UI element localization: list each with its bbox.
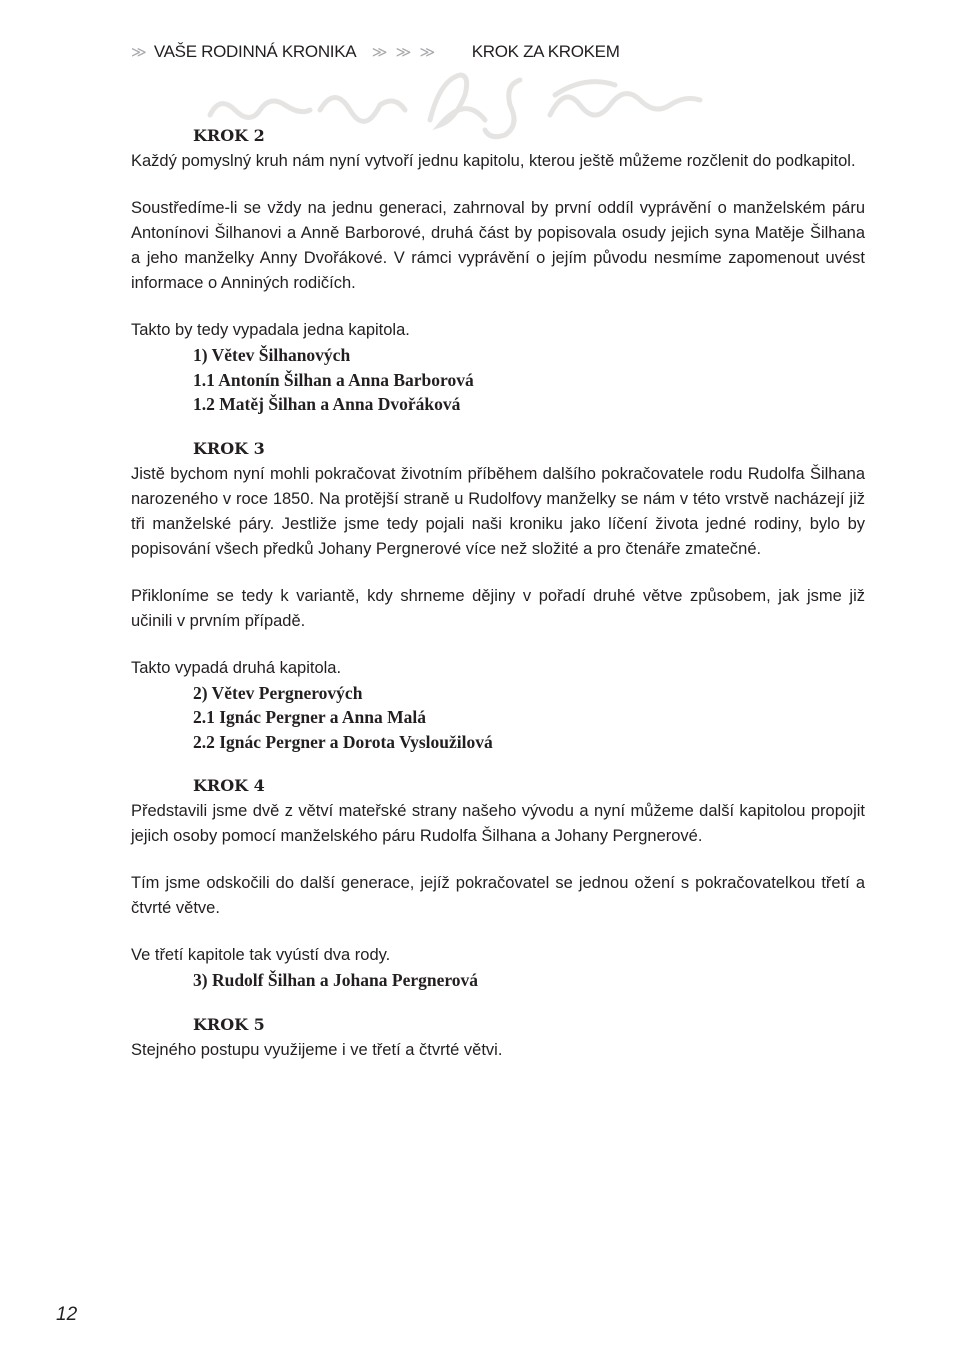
chapter-heading: 1.1 Antonín Šilhan a Anna Barborová xyxy=(193,369,474,390)
step-3-section xyxy=(131,439,865,755)
chapter-heading: 2.2 Ignác Pergner a Dorota Vysloužilová xyxy=(193,731,493,752)
chapter-heading: 2) Větev Pergnerových xyxy=(193,682,363,703)
step-4-paragraph-2: Tím jsme odskočili do další generace, jejíž pokračovatel se jednou ožení s pokračovatelkou třetí a čtvrté větve. xyxy=(131,874,865,917)
step-2-section xyxy=(131,126,865,417)
step-4-paragraph-1: Představili jsme dvě z větví mateřské strany našeho vývodu a nyní můžeme další kapitolou propojit jejich osoby pomocí manželského páru Rudolfa Šilhana a Johany Pergnerové. xyxy=(131,802,865,845)
step-5-paragraph-1: Stejného postupu využijeme i ve třetí a čtvrté větvi. xyxy=(131,1040,503,1059)
step-3-paragraph-2: Přikloníme se tedy k variantě, kdy shrneme dějiny v pořadí druhé větve způsobem, jak jsme již učinili v prvním případě. xyxy=(131,586,865,630)
step-3-heading: KROK 3 xyxy=(193,438,265,458)
step-5-section xyxy=(131,1015,865,1063)
chapter-heading: 2.1 Ignác Pergner a Anna Malá xyxy=(193,707,427,727)
step-4-section xyxy=(131,776,865,993)
chapter-heading: 3) Rudolf Šilhan a Johana Pergnerová xyxy=(193,970,479,990)
chapter-heading: 1.2 Matěj Šilhan a Anna Dvořáková xyxy=(193,394,461,414)
page-body xyxy=(131,126,865,1063)
header-section-title: VAŠE RODINNÁ KRONIKA xyxy=(153,42,356,61)
step-4-heading: KROK 4 xyxy=(193,776,265,795)
step-2-paragraph-1: Každý pomyslný kruh nám nyní vytvoří jednu kapitolu, kterou ještě můžeme rozčlenit do podkapitol. xyxy=(131,152,856,170)
step-4-paragraph-3: Ve třetí kapitole tak vyústí dva rody. xyxy=(131,946,391,964)
step-2-heading: KROK 2 xyxy=(193,126,265,145)
step-3-paragraph-3: Takto vypadá druhá kapitola. xyxy=(131,658,342,677)
step-2-paragraph-3: Takto by tedy vypadala jedna kapitola. xyxy=(131,321,410,339)
step-3-paragraph-1: Jistě bychom nyní mohli pokračovat životním příběhem dalšího pokračovatele rodu Rudolfa Šilhana narozeného v roce 1850. Na protější straně u Rudolfovy manželky se nám v této vrstvě nacházejí již tři manželské páry. Jestliže jsme tedy pojali naši kroniku jako líčení života jedné rodiny, bylo by popisování všech předků Johany Pergnerové více než složité a pro čtenáře zmatečné. xyxy=(131,464,865,558)
header-subsection-title: KROK ZA KROKEM xyxy=(471,42,620,61)
chevron-right-icon: ≫ ≫ ≫ xyxy=(371,44,438,61)
chapter-heading: 1) Větev Šilhanových xyxy=(193,345,351,365)
page-number: 12 xyxy=(56,1304,78,1325)
step-5-heading: KROK 5 xyxy=(193,1014,265,1034)
step-2-paragraph-2: Soustředíme-li se vždy na jednu generaci, zahrnoval by první oddíl vyprávění o manželském páru Antonínovi Šilhanovi a Anně Barborové, druhá část by popisovala osudy jejich syna Matěje Šilhana a jeho manželky Anny Dvořákové. V rámci vyprávění o jejím původu nesmíme zapomenout uvést informace o Anniných rodičích. xyxy=(131,199,865,292)
running-header xyxy=(131,42,620,62)
chevron-right-icon: ≫ xyxy=(131,44,147,61)
